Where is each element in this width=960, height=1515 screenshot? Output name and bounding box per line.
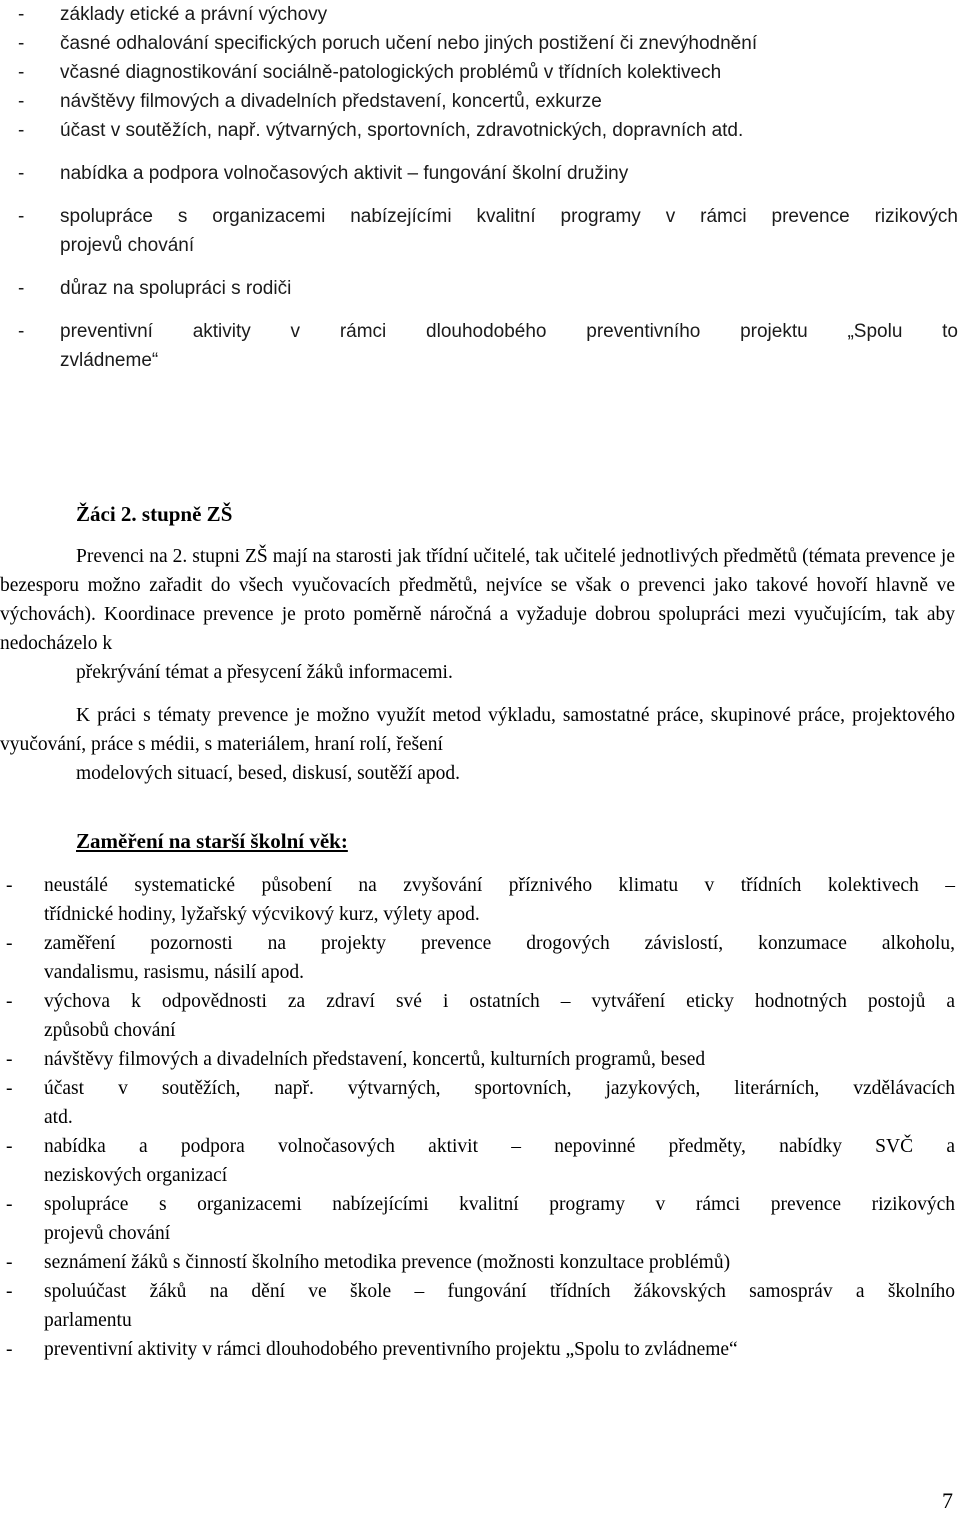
list-dash: -	[6, 1136, 13, 1157]
list-item-text: účast v soutěžích, např. výtvarných, sportovních, zdravotnických, dopravních atd.	[60, 120, 744, 141]
list-item	[0, 87, 958, 116]
list-item-text-continued: způsobů chování	[44, 1020, 176, 1041]
paragraph-text: K práci s tématy prevence je možno využít metod výkladu, samostatné práce, skupinové práce, projektového vyučování, práce s médii, s materiálem, hraní rolí, řešení	[0, 705, 955, 755]
list-item	[0, 1335, 955, 1364]
list-item-text: spoluúčast žáků na dění ve škole – fungování třídních žákovských samospráv a školního	[44, 1281, 955, 1302]
list-item-text: spolupráce s organizacemi nabízejícími kvalitní programy v rámci prevence rizikových	[44, 1194, 955, 1215]
prevention-list-older-pupils	[0, 871, 955, 1364]
list-dash: -	[6, 1281, 13, 1302]
list-item	[0, 317, 958, 375]
list-dash: -	[18, 120, 25, 141]
list-item-text: neustálé systematické působení na zvyšování příznivého klimatu v třídních kolektivech –	[44, 875, 955, 896]
list-item-text-continued: projevů chování	[44, 1223, 171, 1244]
list-dash: -	[18, 33, 25, 54]
list-item-text-continued: třídnické hodiny, lyžařský výcvikový kurz, výlety apod.	[44, 904, 480, 925]
list-dash: -	[6, 875, 13, 896]
list-item	[0, 159, 958, 188]
list-item-text: nabídka a podpora volnočasových aktivit – fungování školní družiny	[60, 163, 629, 184]
paragraph-text-last-line: modelových situací, besed, diskusí, soutěží apod.	[76, 763, 460, 784]
list-item	[0, 1190, 955, 1248]
list-item-text: zaměření pozornosti na projekty prevence drogových závislostí, konzumace alkoholu,	[44, 933, 955, 954]
list-dash: -	[6, 933, 13, 954]
list-dash: -	[18, 321, 25, 342]
list-dash: -	[18, 163, 25, 184]
list-item	[0, 274, 958, 303]
list-dash: -	[6, 1194, 13, 1215]
list-item-text: nabídka a podpora volnočasových aktivit – nepovinné předměty, nabídky SVČ a	[44, 1136, 955, 1157]
list-item-text: preventivní aktivity v rámci dlouhodobého preventivního projektu „Spolu to	[60, 321, 958, 342]
list-item	[0, 1277, 955, 1335]
list-item-text-continued: parlamentu	[44, 1310, 132, 1331]
list-item-text-continued: projevů chování	[60, 235, 195, 256]
list-item-text: preventivní aktivity v rámci dlouhodobého preventivního projektu „Spolu to zvládneme“	[44, 1339, 738, 1360]
list-item-text-continued: vandalismu, rasismu, násilí apod.	[44, 962, 304, 983]
list-item	[0, 1074, 955, 1132]
list-item-text: důraz na spolupráci s rodiči	[60, 278, 292, 299]
list-item	[0, 202, 958, 260]
section-heading: Žáci 2. stupně ZŠ	[76, 502, 233, 526]
list-item-text-continued: zvládneme“	[60, 350, 159, 371]
paragraph	[0, 701, 955, 788]
list-item-text: časné odhalování specifických poruch učení nebo jiných postižení či znevýhodnění	[60, 33, 758, 54]
list-item-text: základy etické a právní výchovy	[60, 4, 328, 25]
list-dash: -	[18, 278, 25, 299]
list-item	[0, 1248, 955, 1277]
list-item-text: seznámení žáků s činností školního metodika prevence (možnosti konzultace problémů)	[44, 1252, 731, 1273]
list-item-text: návštěvy filmových a divadelních představení, koncertů, kulturních programů, besed	[44, 1049, 706, 1070]
list-item	[0, 116, 958, 145]
list-item-text-continued: neziskových organizací	[44, 1165, 228, 1186]
paragraph	[0, 542, 955, 687]
list-item	[0, 58, 958, 87]
list-item	[0, 29, 958, 58]
focus-heading: Zaměření na starší školní věk:	[76, 829, 348, 853]
list-item	[0, 871, 955, 929]
paragraph-text: Prevenci na 2. stupni ZŠ mají na starosti jak třídní učitelé, tak učitelé jednotlivých předmětů (témata prevence je bezesporu možno zařadit do všech vyučovacích předmětů, nejvíce se však o prevenci jako takové hovoří hlavně ve výchovách). Koordinace prevence je proto poměrně náročná a vyžaduje dobrou spolupráci mezi vyučujícím, tak aby nedocházelo k	[0, 546, 955, 654]
list-item-text: spolupráce s organizacemi nabízejícími kvalitní programy v rámci prevence rizikových	[60, 206, 958, 227]
list-dash: -	[6, 1339, 13, 1360]
list-item	[0, 0, 958, 29]
prevention-list-first-stage	[0, 0, 958, 375]
list-item	[0, 929, 955, 987]
list-item-text: návštěvy filmových a divadelních představení, koncertů, exkurze	[60, 91, 602, 112]
page-number: 7	[942, 1488, 953, 1513]
list-dash: -	[6, 1252, 13, 1273]
list-item-text: výchova k odpovědnosti za zdraví své i ostatních – vytváření eticky hodnotných postojů a	[44, 991, 955, 1012]
list-item	[0, 987, 955, 1045]
list-dash: -	[6, 1078, 13, 1099]
paragraph-text-last-line: překrývání témat a přesycení žáků informacemi.	[76, 662, 453, 683]
list-dash: -	[6, 1049, 13, 1070]
list-dash: -	[18, 62, 25, 83]
list-dash: -	[18, 4, 25, 25]
list-item-text-continued: atd.	[44, 1107, 73, 1128]
list-item-text: účast v soutěžích, např. výtvarných, sportovních, jazykových, literárních, vzdělávacích	[44, 1078, 955, 1099]
list-item	[0, 1045, 955, 1074]
list-item	[0, 1132, 955, 1190]
list-dash: -	[18, 91, 25, 112]
list-dash: -	[6, 991, 13, 1012]
list-dash: -	[18, 206, 25, 227]
list-item-text: včasné diagnostikování sociálně-patologických problémů v třídních kolektivech	[60, 62, 722, 83]
